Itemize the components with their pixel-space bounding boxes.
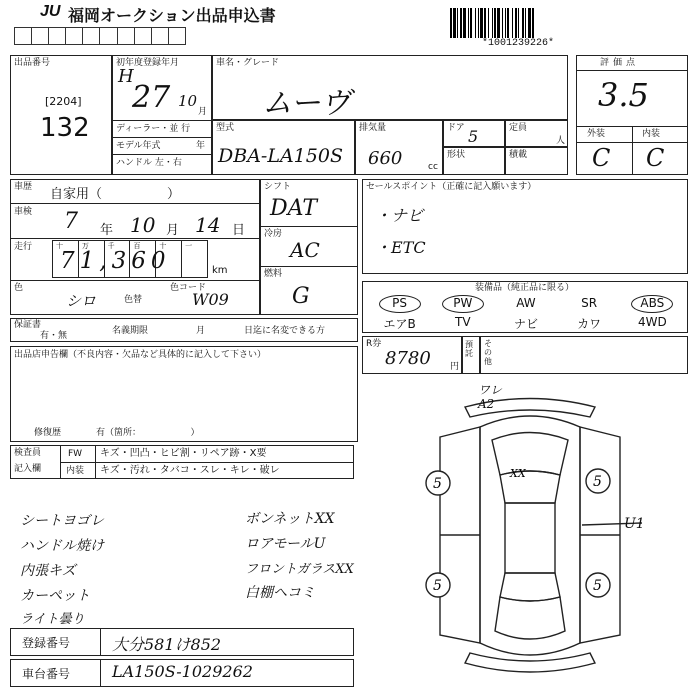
recycle-other-label: その他 xyxy=(484,339,492,366)
mileage-place-5: 一 xyxy=(185,242,193,250)
shift-label: シフト xyxy=(264,182,292,192)
car-name-label: 車名・グレード xyxy=(216,58,280,68)
name-box-cell xyxy=(100,27,117,45)
color-label: 色 xyxy=(14,283,24,293)
inspection-day: 14 xyxy=(195,213,221,237)
shape-label: 形状 xyxy=(447,150,466,160)
inspection-year: 7 xyxy=(64,209,78,234)
name-box-cell xyxy=(32,27,49,45)
first-reg-year: 27 xyxy=(132,80,171,115)
capacity-label: 定員 xyxy=(509,123,528,133)
chassis-label: 車台番号 xyxy=(22,667,71,681)
barcode-number: *1001239226* xyxy=(482,38,555,49)
capacity-unit: 人 xyxy=(556,136,566,146)
tire-rear-left: 5 xyxy=(433,578,442,594)
sales-points-label: セールスポイント（正確に記入願います） xyxy=(366,182,537,192)
inspector-label-2: 記入欄 xyxy=(14,464,42,474)
barcode xyxy=(450,8,535,38)
model-year-unit: 年 xyxy=(196,141,206,151)
exterior-label: 外装 xyxy=(587,129,606,139)
chassis-value: LA150S-1029262 xyxy=(112,662,253,681)
note-left-2: ハンドル焼け xyxy=(20,538,104,554)
equipment-row1-2: AW xyxy=(516,296,536,310)
tire-front-left: 5 xyxy=(433,476,442,492)
displacement-value: 660 xyxy=(368,148,403,169)
mileage-unit: km xyxy=(212,265,228,276)
note-left-3: 内張キズ xyxy=(20,563,76,579)
doors-value: 5 xyxy=(468,127,479,146)
note-right-1: ボンネットXX xyxy=(245,511,335,527)
note-left-1: シートヨゴレ xyxy=(20,513,104,529)
inspector-row1: キズ・凹凸・ヒビ割・リペア跡・X要 xyxy=(100,448,267,459)
first-reg-label: 初年度登録年月 xyxy=(116,58,180,68)
name-box-cell xyxy=(152,27,169,45)
name-box-cell xyxy=(14,27,32,45)
warranty-term-unit: 月 xyxy=(196,326,206,336)
tire-front-right: 5 xyxy=(593,474,602,490)
score-value: 3.5 xyxy=(598,76,649,114)
ac-label: 冷房 xyxy=(264,229,283,239)
inspector-label-1: 検査員 xyxy=(14,448,42,458)
header-logo: JU xyxy=(40,3,61,20)
recycle-other-box xyxy=(480,336,688,374)
first-reg-era: H xyxy=(118,66,134,87)
name-box-cell xyxy=(66,27,83,45)
equipment-row2-4: 4WD xyxy=(637,315,667,329)
shift-value: DAT xyxy=(270,196,317,221)
recycle-value: 8780 xyxy=(385,348,431,369)
equipment-row2-1: TV xyxy=(455,315,471,329)
equipment-row2-0: エアB xyxy=(383,317,416,331)
inspection-label: 車検 xyxy=(14,207,33,217)
lot-code: [2204] xyxy=(45,95,82,108)
mileage-place-0: 十 xyxy=(56,242,63,250)
model-label: 型式 xyxy=(216,123,235,133)
name-box-cell xyxy=(83,27,100,45)
mileage-label: 走行 xyxy=(14,242,33,252)
sales-point-1: ・ナビ xyxy=(375,206,424,225)
lot-label: 出品番号 xyxy=(14,58,51,68)
barcode-bar xyxy=(534,8,535,38)
inspection-year-unit: 年 xyxy=(100,223,114,238)
inspection-month-unit: 月 xyxy=(166,223,180,238)
color-change-label: 色替 xyxy=(124,295,143,305)
usage-label: 車歴 xyxy=(14,182,33,192)
registration-label: 登録番号 xyxy=(22,636,71,650)
model-value: DBA-LA150S xyxy=(218,145,343,167)
mileage-place-3: 百 xyxy=(133,242,141,250)
equipment-row1 xyxy=(368,295,684,313)
repair-value: 有（箇所： ） xyxy=(96,428,200,438)
recycle-unit: 円 xyxy=(450,362,460,372)
warranty-label: 保証書 xyxy=(14,320,42,330)
tire-rear-right: 5 xyxy=(593,578,602,594)
equipment-row2-2: ナビ xyxy=(513,317,538,331)
name-box-cell xyxy=(118,27,135,45)
warranty-value: 有・無 xyxy=(40,331,68,341)
displacement-unit: cc xyxy=(428,162,438,172)
inspector-row2: キズ・汚れ・タバコ・スレ・キレ・破レ xyxy=(100,465,280,476)
mileage-place-4: 十 xyxy=(159,242,167,250)
sales-point-2: ・ETC xyxy=(375,238,426,257)
mileage-place-2: 千 xyxy=(107,242,115,250)
lot-number: 132 xyxy=(40,113,90,143)
interior-label: 内装 xyxy=(642,129,661,139)
interior-value: C xyxy=(646,144,665,172)
equipment-row1-1: PW xyxy=(442,295,484,313)
recycle-deposit-label: 預託 xyxy=(465,340,473,358)
equipment-label: 装備品（純正品に限る） xyxy=(475,283,575,293)
first-reg-month: 10 xyxy=(178,92,198,110)
remarks-label: 出品店申告欄（不良内容・欠品など具体的に記入して下さい） xyxy=(14,350,267,360)
mileage-place-1: 万 xyxy=(81,242,89,250)
repair-label: 修復歴 xyxy=(34,428,62,438)
recycle-label: R券 xyxy=(366,339,382,349)
first-reg-month-unit: 月 xyxy=(198,107,208,117)
equipment-row1-3: SR xyxy=(581,296,598,310)
name-box-cell xyxy=(135,27,152,45)
fuel-type-label: 積載 xyxy=(509,150,528,160)
note-left-4: カーペット xyxy=(20,588,90,604)
equipment-row1-0: PS xyxy=(379,295,421,313)
ac-value: AC xyxy=(290,238,320,262)
form-title: 福岡オークション出品申込書 xyxy=(68,6,276,25)
inspection-month: 10 xyxy=(130,213,156,237)
diagram-top-note: ワレ A2 xyxy=(478,383,503,411)
name-box-cell xyxy=(169,27,186,45)
equipment-row2 xyxy=(368,314,684,332)
note-right-2: ロアモールU xyxy=(245,536,326,552)
registration-value: 大分581け852 xyxy=(112,635,222,654)
car-name-value: ムーヴ xyxy=(262,86,351,121)
note-right-4: 白棚ヘコミ xyxy=(245,585,315,601)
name-box-cell xyxy=(49,27,66,45)
diagram-side-note: U1 xyxy=(624,516,645,532)
handle-label: ハンドル 左・右 xyxy=(116,158,182,168)
name-boxes xyxy=(14,27,186,45)
color-value: シロ xyxy=(66,292,97,310)
dealer-label: ディーラー・並 行 xyxy=(116,124,191,134)
fuel-label: 燃料 xyxy=(264,269,283,279)
doors-label: ドア xyxy=(447,123,465,133)
equipment-row2-3: カワ xyxy=(577,317,602,331)
note-left-5: ライト曇り xyxy=(20,612,85,627)
note-right-3: フロントガラスXX xyxy=(245,562,354,577)
inspector-naisou: 内装 xyxy=(66,466,85,476)
mileage-value: 71,360 xyxy=(60,248,171,274)
inspection-day-unit: 日 xyxy=(232,223,246,238)
exterior-value: C xyxy=(592,144,611,172)
warranty-term-label: 名義期限 xyxy=(112,326,149,336)
fuel-value: G xyxy=(292,284,310,309)
warranty-note: 日迄に名変できる方 xyxy=(244,326,326,336)
roof-note: XX xyxy=(510,467,526,480)
color-code-label: 色コード xyxy=(170,283,207,293)
inspector-fw: FW xyxy=(68,449,83,459)
usage-value: 自家用（ ） xyxy=(50,187,181,202)
car-diagram xyxy=(410,385,650,685)
score-label: 評価点 xyxy=(600,58,640,68)
sales-points-box xyxy=(362,179,688,274)
equipment-row1-4: ABS xyxy=(631,295,673,313)
model-year-label: モデル年式 xyxy=(116,141,161,151)
color-code: W09 xyxy=(192,290,229,309)
displacement-label: 排気量 xyxy=(359,123,387,133)
